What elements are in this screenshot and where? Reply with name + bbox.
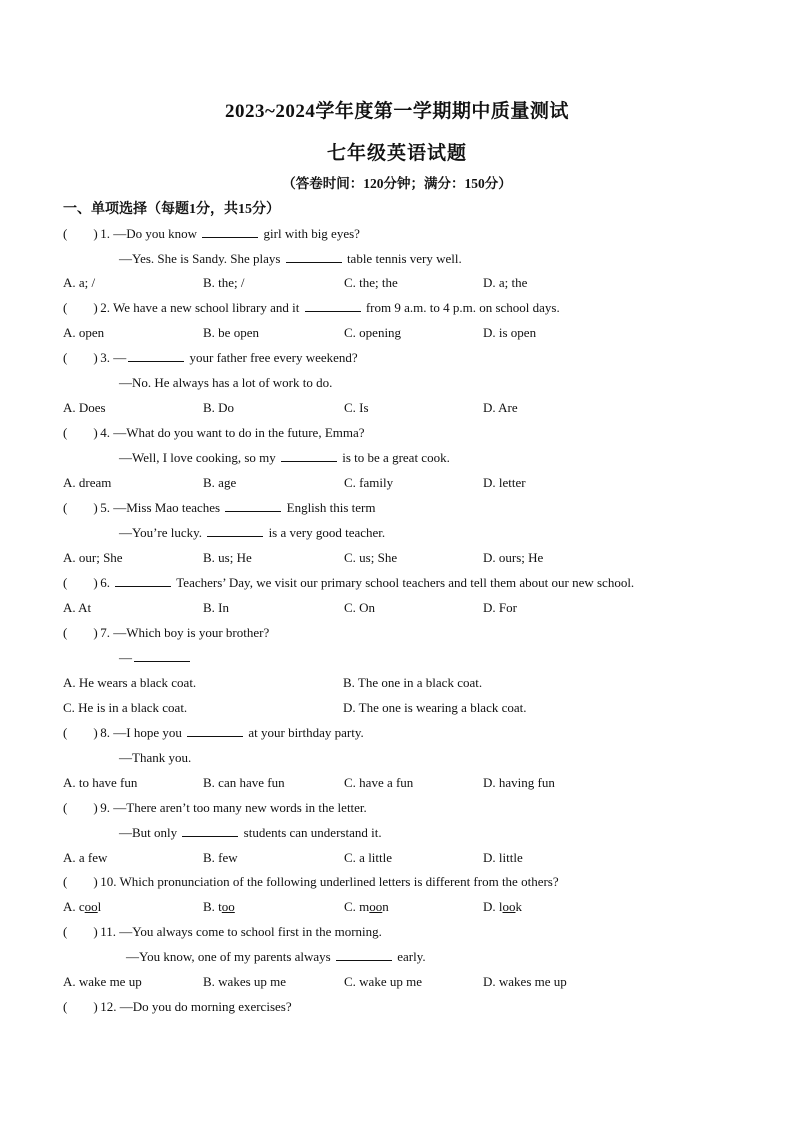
- underlined-letters: oo: [369, 899, 383, 914]
- answer-blank: [305, 298, 361, 312]
- options-row: [0, 473, 794, 493]
- option-a: A. open: [63, 325, 105, 340]
- dialogue-line: [119, 249, 462, 269]
- options-row: [0, 598, 794, 618]
- question-10: [63, 872, 559, 892]
- answer-blank: [202, 224, 258, 238]
- answer-bracket: ( ): [63, 575, 98, 590]
- options-row: [0, 273, 794, 293]
- option-b: B. Do: [203, 400, 235, 415]
- option-a: A. a; /: [63, 275, 96, 290]
- question-text: Teachers’ Day, we visit our primary school teachers and tell them about our new school.: [173, 575, 635, 590]
- dialogue-text: —Well, I love cooking, so my: [119, 450, 279, 465]
- answer-bracket: ( ): [63, 874, 98, 889]
- options-row: [0, 897, 794, 917]
- question-5: [63, 498, 375, 518]
- option-a: A. dream: [63, 475, 112, 490]
- answer-blank: [182, 823, 238, 837]
- question-1: [63, 224, 360, 244]
- question-text: at your birthday party.: [245, 725, 364, 740]
- option-c: C. a little: [344, 850, 393, 865]
- exam-subtitle: 七年级英语试题: [326, 143, 467, 164]
- answer-bracket: ( ): [63, 924, 98, 939]
- question-text: 9. —There aren’t too many new words in the letter.: [97, 800, 367, 815]
- answer-bracket: ( ): [63, 226, 98, 241]
- option-c: C. have a fun: [344, 775, 414, 790]
- dialogue-line: [119, 448, 450, 468]
- dialogue-line: [119, 648, 192, 668]
- question-text: 12. —Do you do morning exercises?: [97, 999, 292, 1014]
- answer-blank: [225, 498, 281, 512]
- answer-blank: [207, 523, 263, 537]
- option-c: C. us; She: [344, 550, 398, 565]
- question-text: English this term: [283, 500, 376, 515]
- question-text: 2. We have a new school library and it: [97, 300, 303, 315]
- option-b: B. In: [203, 600, 229, 615]
- dialogue-text: students can understand it.: [240, 825, 382, 840]
- option-a: A. wake me up: [63, 974, 142, 989]
- options-row: [0, 323, 794, 343]
- option-c: C. family: [344, 475, 394, 490]
- option-d: D. For: [483, 600, 517, 615]
- option-b: B. us; He: [203, 550, 252, 565]
- answer-bracket: ( ): [63, 999, 98, 1014]
- option-d: D. wakes me up: [483, 974, 567, 989]
- options-row: [0, 698, 794, 718]
- answer-blank: [134, 648, 190, 662]
- options-row: [0, 548, 794, 568]
- dialogue-text: —You’re lucky.: [119, 525, 206, 540]
- exam-title: 2023~2024学年度第一学期期中质量测试: [225, 101, 569, 122]
- option-c: C. wake up me: [344, 974, 422, 989]
- question-text: 10. Which pronunciation of the following underlined letters is different from the others?: [97, 874, 559, 889]
- underlined-letters: oo: [84, 899, 98, 914]
- option-b: B. age: [203, 475, 237, 490]
- dialogue-line: —No. He always has a lot of work to do.: [119, 375, 333, 390]
- question-text: 4. —What do you want to do in the future, Emma?: [97, 425, 365, 440]
- question-2: [63, 298, 560, 318]
- option-c: C. the; the: [344, 275, 398, 290]
- question-7: [63, 623, 269, 643]
- exam-info: （答卷时间：120分钟；满分：150分）: [282, 176, 512, 191]
- question-9: [63, 798, 367, 818]
- option-c: C. moon: [344, 899, 389, 914]
- option-a: A. a few: [63, 850, 108, 865]
- option-b: B. too: [203, 899, 235, 914]
- option-b: B. be open: [203, 325, 259, 340]
- answer-blank: [281, 448, 337, 462]
- options-row: [0, 848, 794, 868]
- options-row: [0, 398, 794, 418]
- dialogue-text: table tennis very well.: [343, 251, 462, 266]
- option-a: A. our; She: [63, 550, 123, 565]
- section-heading: 一、单项选择（每题1分，共15分）: [63, 202, 280, 217]
- dialogue-line: [119, 523, 385, 543]
- answer-bracket: ( ): [63, 725, 98, 740]
- dialogue-line: —Thank you.: [119, 750, 192, 765]
- option-b: B. few: [203, 850, 238, 865]
- dialogue-text: —Yes. She is Sandy. She plays: [119, 251, 284, 266]
- option-c: C. He is in a black coat.: [63, 700, 188, 715]
- question-text: 7. —Which boy is your brother?: [97, 625, 270, 640]
- option-a: A. At: [63, 600, 92, 615]
- question-text: 6.: [97, 575, 114, 590]
- question-3: [63, 348, 358, 368]
- question-12: [63, 997, 292, 1017]
- option-b: B. wakes up me: [203, 974, 287, 989]
- option-d: D. ours; He: [483, 550, 544, 565]
- answer-bracket: ( ): [63, 350, 98, 365]
- question-8: [63, 723, 364, 743]
- option-d: D. little: [483, 850, 523, 865]
- option-d: D. Are: [483, 400, 518, 415]
- answer-bracket: ( ): [63, 800, 98, 815]
- option-d: D. is open: [483, 325, 537, 340]
- option-d: D. letter: [483, 475, 526, 490]
- option-a: A. Does: [63, 400, 106, 415]
- option-b: B. can have fun: [203, 775, 285, 790]
- option-c: C. opening: [344, 325, 402, 340]
- answer-bracket: ( ): [63, 625, 98, 640]
- option-d: D. look: [483, 899, 522, 914]
- option-d: D. The one is wearing a black coat.: [343, 700, 527, 715]
- answer-blank: [286, 249, 342, 263]
- underlined-letters: oo: [221, 899, 235, 914]
- answer-bracket: ( ): [63, 500, 98, 515]
- question-text: 5. —Miss Mao teaches: [97, 500, 224, 515]
- question-text: 3. —: [97, 350, 127, 365]
- question-text: 11. —You always come to school first in the morning.: [97, 924, 382, 939]
- underlined-letters: oo: [502, 899, 516, 914]
- answer-blank: [115, 573, 171, 587]
- answer-blank: [187, 723, 243, 737]
- question-text: from 9 a.m. to 4 p.m. on school days.: [362, 300, 560, 315]
- option-c: C. Is: [344, 400, 369, 415]
- dialogue-text: —: [119, 650, 132, 665]
- option-c: C. On: [344, 600, 376, 615]
- dialogue-text: early.: [393, 949, 426, 964]
- option-b: B. the; /: [203, 275, 245, 290]
- dialogue-text: —You know, one of my parents always: [126, 949, 334, 964]
- option-a: A. He wears a black coat.: [63, 675, 197, 690]
- dialogue-text: is to be a great cook.: [339, 450, 450, 465]
- question-text: 8. —I hope you: [97, 725, 186, 740]
- option-a: A. to have fun: [63, 775, 138, 790]
- question-4: [63, 423, 365, 443]
- dialogue-line: [119, 823, 382, 843]
- option-d: D. a; the: [483, 275, 528, 290]
- options-row: [0, 972, 794, 992]
- answer-bracket: ( ): [63, 300, 98, 315]
- question-text: your father free every weekend?: [186, 350, 358, 365]
- question-text: girl with big eyes?: [260, 226, 360, 241]
- dialogue-text: —But only: [119, 825, 181, 840]
- answer-blank: [336, 947, 392, 961]
- answer-blank: [128, 348, 184, 362]
- question-text: 1. —Do you know: [97, 226, 201, 241]
- question-11: [63, 922, 382, 942]
- option-b: B. The one in a black coat.: [343, 675, 483, 690]
- answer-bracket: ( ): [63, 425, 98, 440]
- question-6: [63, 573, 634, 593]
- dialogue-line: [126, 947, 426, 967]
- dialogue-text: is a very good teacher.: [265, 525, 386, 540]
- option-a: A. cool: [63, 899, 102, 914]
- option-d: D. having fun: [483, 775, 555, 790]
- options-row: [0, 773, 794, 793]
- options-row: [0, 673, 794, 693]
